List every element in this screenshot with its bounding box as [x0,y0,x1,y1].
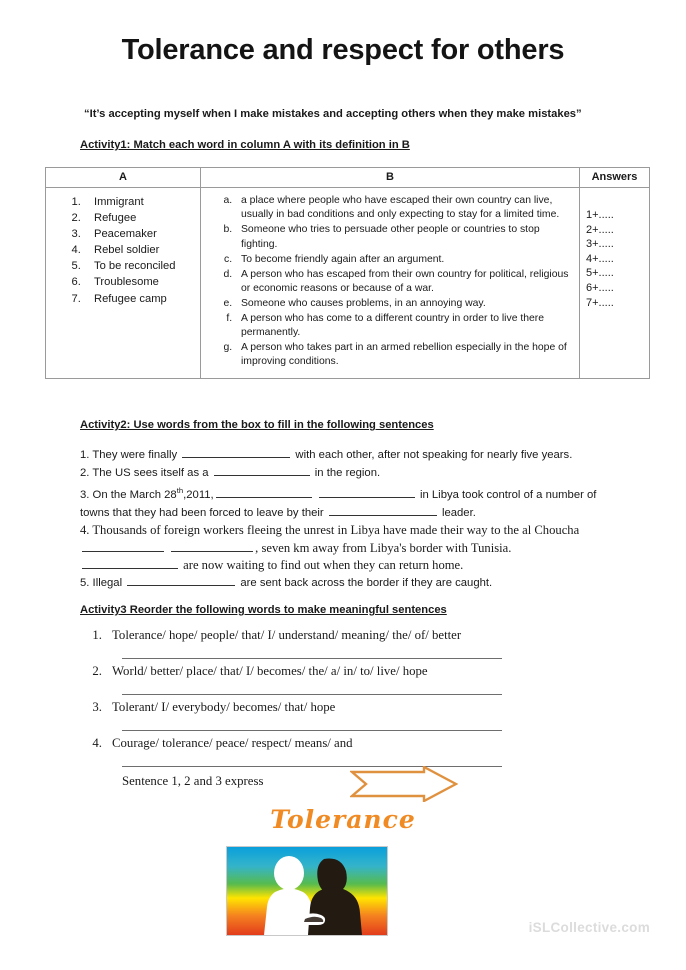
activity2-heading: Activity2: Use words from the box to fill in the following sentences [80,419,434,431]
item-text: Courage/ tolerance/ peace/ respect/ means/ and [112,736,353,750]
answer-write-line[interactable] [122,683,502,695]
list-item[interactable]: 5. To be reconciled [84,258,196,274]
column-b-list [205,194,575,370]
activity1-heading: Activity1: Match each word in column A with its definition in B [80,139,410,151]
answer-slot[interactable]: 1+..... [586,209,614,221]
reorder-item [80,628,600,643]
item-text: World/ better/ place/ that/ I/ becomes/ the/ a/ in/ to/ live/ hope [112,664,428,678]
sentence-3-part-b: ,2011, [183,488,214,501]
sentence-2-part-b: in the region. [314,466,381,479]
answer-slot[interactable]: 5+..... [586,267,614,280]
sentence-1-part-b: with each other, after not speaking for nearly five years. [295,449,573,461]
answer-write-line[interactable] [122,719,502,731]
sentence-3-part-c: in Libya took control of a number of towns that they had been forced to leave by their [80,488,597,519]
answer-slot[interactable]: 2+..... [586,223,614,236]
blank-input[interactable] [82,541,164,552]
sentence-2-part-a: 2. The US sees itself as a [80,466,209,479]
list-item[interactable]: 2. Refugee [84,210,196,226]
item-number: 1. [92,628,102,642]
answers-cell [580,188,650,379]
blank-input[interactable] [214,465,310,476]
column-header-a: A [46,168,201,188]
list-item[interactable]: b. Someone who tries to persuade other people or countries to stop fighting. [235,223,569,252]
list-item[interactable]: e. Someone who causes problems, in an annoying way. [235,297,569,311]
list-item[interactable]: 1. Immigrant [84,194,196,210]
sentence-1-part-a: 1. They were finally [80,449,178,461]
list-item[interactable]: d. A person who has escaped from their own country for political, religious or economic reasons or because of a war. [235,268,569,297]
activity3-body [80,628,600,772]
column-a-cell [46,188,201,379]
table-header-row [46,168,650,188]
list-item[interactable]: a. a place where people who have escaped their own country can live, usually in bad conditions and only expecting to stay for a limited time. [235,194,569,223]
sentence-5-part-a: 5. Illegal [80,576,123,589]
activity3-heading: Activity3 Reorder the following words to make meaningful sentences [80,604,447,616]
fill-sentence-1 [80,447,600,465]
column-b-cell [201,188,580,379]
blank-input[interactable] [329,505,437,516]
item-text: Tolerance/ hope/ people/ that/ I/ understand/ meaning/ the/ of/ better [112,628,462,642]
arrow-svg [350,766,458,802]
fill-sentence-5 [80,575,600,593]
matching-table [45,167,650,379]
answer-slot[interactable]: 7+..... [586,296,614,309]
item-text: Tolerant/ I/ everybody/ becomes/ that/ hope [112,700,336,714]
sentence-5-part-b: are sent back across the border if they are caught. [240,576,493,589]
ordinal-suffix: th [176,486,184,496]
blank-input[interactable] [127,575,235,586]
sentence-4-part-c: are now waiting to find out when they can return home. [183,558,464,573]
column-header-b: B [201,168,580,188]
list-item[interactable]: 3. Peacemaker [84,226,196,242]
fill-sentence-4 [80,522,600,575]
table-body-row [46,188,650,379]
reorder-item [80,664,600,679]
answers-list [580,188,649,310]
answer-slot[interactable]: 3+..... [586,238,614,251]
sentence-4-part-a: 4. Thousands of foreign workers fleeing the unrest in Libya have made their way to the al Choucha [80,523,580,538]
activity2-body [80,447,600,593]
reorder-item [80,736,600,751]
item-number: 4. [92,736,102,750]
list-item[interactable]: f. A person who has come to a different country in order to live there permanently. [235,312,569,341]
answer-slot[interactable]: 6+..... [586,281,614,294]
page-title: Tolerance and respect for others [121,34,565,66]
answer-write-line[interactable] [122,647,502,659]
tolerance-wordart: Tolerance [270,805,416,834]
blank-input[interactable] [216,487,312,498]
item-number: 3. [92,700,102,714]
sentence-4-part-b: , seven km away from Libya's border with Tunisia. [255,540,512,555]
blank-input[interactable] [82,558,178,569]
fill-sentence-3 [80,482,600,522]
sentence-3-part-a: 3. On the March 28 [80,488,177,501]
blank-input[interactable] [171,541,253,552]
item-number: 2. [92,664,102,678]
express-label: Sentence 1, 2 and 3 express [122,774,264,788]
right-arrow-icon [350,766,458,807]
site-watermark: iSLCollective.com [528,920,650,935]
column-a-list [50,194,196,307]
fill-sentence-2 [80,465,600,483]
list-item[interactable]: 4. Rebel soldier [84,242,196,258]
list-item[interactable]: g. A person who takes part in an armed rebellion especially in the hope of improving conditions. [235,341,569,370]
list-item[interactable]: c. To become friendly again after an argument. [235,253,569,267]
column-header-answers: Answers [580,168,650,188]
sentence-3-part-d: leader. [441,506,476,519]
blank-input[interactable] [182,447,290,458]
reorder-item [80,700,600,715]
answer-slot[interactable]: 4+..... [586,252,614,265]
list-item[interactable]: 7. Refugee camp [84,291,196,307]
blank-input[interactable] [319,487,415,498]
list-item[interactable]: 6. Troublesome [84,274,196,290]
quote-text: “It’s accepting myself when I make mistakes and accepting others when they make mistakes” [84,108,582,120]
